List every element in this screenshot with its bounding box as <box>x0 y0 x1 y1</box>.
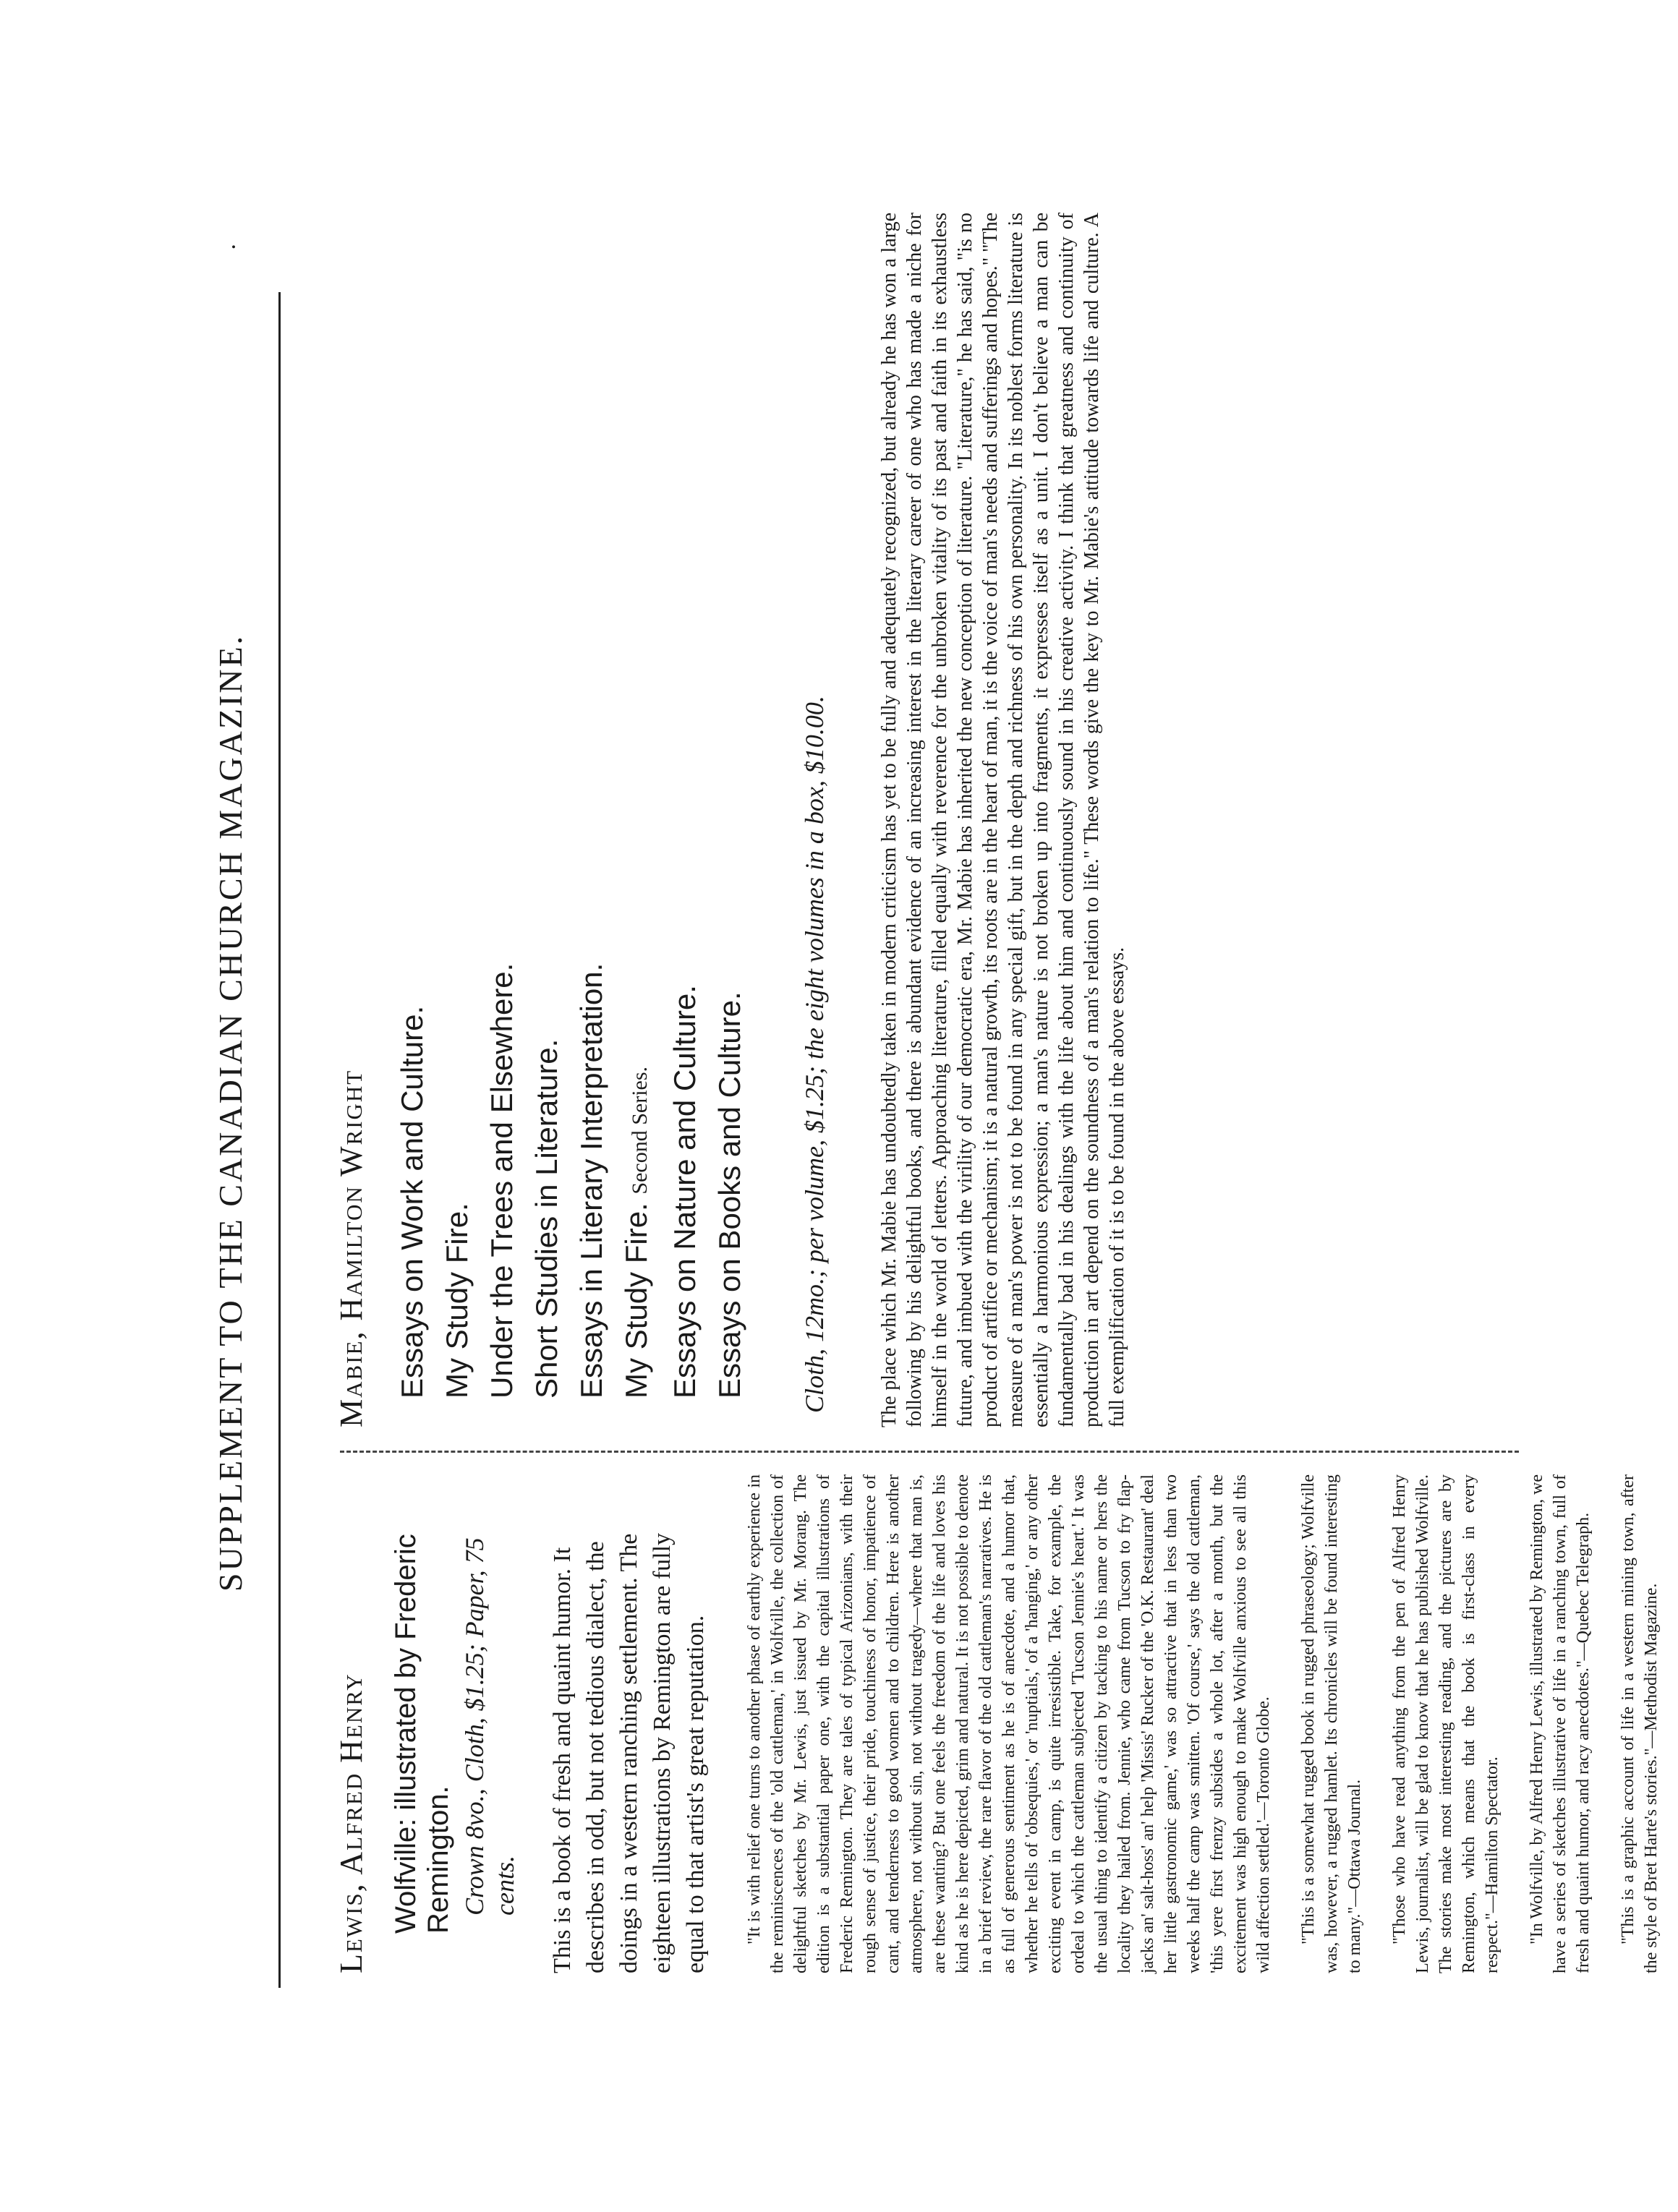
mabie-author: Mabie, Hamilton Wright <box>333 1069 369 1427</box>
series-item: My Study Fire. <box>440 1203 474 1398</box>
mabie-column <box>318 213 1130 1427</box>
series-item: Essays on Nature and Culture. <box>668 985 702 1398</box>
series-subtitle: Second Series. <box>628 1066 652 1195</box>
lewis-price: Crown 8vo., Cloth, $1.25; Paper, 75 cents. <box>460 1537 519 1916</box>
lewis-quote: "In Wolfville, by Alfred Henry Lewis, illustrated by Remington, we have a series of sketches illustrative of life in a ranching town, full of fresh and quaint humor, and racy anecdotes."—Quebec Telegraph. <box>1528 1474 1593 1973</box>
lewis-quote: "This is a graphic account of life in a western mining town, after the style of Bret Harte's stories."—Methodist Magazine. <box>1619 1474 1661 1973</box>
lewis-column-final <box>318 1474 1678 1973</box>
mabie-series-list <box>390 213 752 1398</box>
column-divider <box>340 1451 1519 1453</box>
series-item: Under the Trees and Elsewhere. <box>485 962 519 1398</box>
lewis-author: Lewis, Alfred Henry <box>333 1673 369 1973</box>
top-rule <box>278 292 281 1988</box>
page-header: SUPPLEMENT TO THE CANADIAN CHURCH MAGAZINE. <box>212 633 249 1592</box>
lewis-work-title: Wolfville: illustrated by Frederic Remington. <box>390 1534 454 1934</box>
series-item: Essays in Literary Interpretation. <box>574 962 608 1398</box>
series-item: My Study Fire. Second Series. <box>619 1066 653 1398</box>
margin-mark: · <box>221 242 247 251</box>
series-item: Essays on Books and Culture. <box>712 991 746 1398</box>
lewis-quote: "Those who have read anything from the pen of Alfred Henry Lewis, journalist, will be glad to know that he has published Wolfville. The stories make most interesting reading, and the pictures are by Remington, which means that the book is first-class in every respect."—Hamilton Spectator. <box>1390 1474 1502 1973</box>
lewis-quote: "It is with relief one turns to another phase of earthly experience in the reminiscences of the 'old cattleman,' in Wolfville, the collection of delightful sketches by Mr. Lewis, just issued by Mr. Morang. The edition is a substantial paper one, with the capital illustrations of Frederic Remington. They are tales of typical Arizonians, with their rough sense of justice, their pride, touchiness of honor, impatience of cant, and tenderness to good women and to children. Here is another atmosphere, not without sin, not without tragedy—where that man is, are these wanting? But one feels the freedom of the life and loves his kind as he is here depicted, grim and natural. It is not possible to denote in a brief review, the rare flavor of the old cattleman's narratives. He is as full of generous sentiment as he is of anecdote, and a humor that, whether he tells of 'obsequies,' or 'nuptials,' of a 'hanging,' or any other exciting event in camp, is quite irresistible. Take, for example, the ordeal to which the cattleman subjected 'Tucson Jennie's heart.' It was the usual thing to identify a citizen by tacking to his name or hers the locality they hailed from. Jennie, who came from Tucson to fry flap-jacks an' salt-hoss' an' help 'Missis' Rucker of the 'O.K. Restaurant' deal her little gastronomic game,' was so attractive that in less than two weeks half the camp was smitten. 'Of course,' says the old cattleman, 'this yere first frenzy subsides a whole lot, after a month, but the excitement was high enough to make Wolfville anxious to see all this wild affection settled.'—Toronto Globe. <box>745 1474 1273 1973</box>
lewis-quote: "This is a somewhat rugged book in rugged phraseology; Wolfville was, however, a rugged hamlet. Its chronicles will be found interesting to many."—Ottawa Journal. <box>1299 1474 1364 1973</box>
lewis-description: This is a book of fresh and quaint humor. It describes in odd, but not tedious dialect, the doings in a western ranching settlement. The eighteen illustrations by Remington are fully equal to that artist's great reputation. <box>549 1532 709 1973</box>
mabie-body: The place which Mr. Mabie has undoubtedly taken in modern criticism has yet to be fully and adequately recognized, but already he has won a large following by his delightful books, and there is abundant evidence of an increasing interest in the literary career of one who has made a niche for himself in the world of letters. Approaching literature, filled equally with reverence for the unbroken vitality of its past and faith in its exhaustless future, and imbued with the virility of our democratic era, Mr. Mabie has inherited the new conception of literature. "Literature," he has said, "is no product of artifice or mechanism; it is a natural growth, its roots are in the heart of man, it is the voice of man's needs and sufferings and hopes." "The measure of a man's power is not to be found in any special gift, but in the depth and richness of his own personality. In its noblest forms literature is essentially a harmonious expression; a man's nature is not broken up into fragments, it expresses itself as a unit. I don't believe a man can be fundamentally bad in his dealings with the life about him and continuously sound in his creative activity. I think that greatness and continuity of production in art depend on the soundness of a man's relation to life." These words give the key to Mr. Mabie's attitude towards life and culture. A full exemplification of it is to be found in the above essays. <box>878 213 1128 1427</box>
series-item: Essays on Work and Culture. <box>395 1005 429 1398</box>
left-entry <box>307 744 315 1973</box>
mabie-price: Cloth, 12mo.; per volume, $1.25; the eight volumes in a box, $10.00. <box>800 696 829 1413</box>
series-item: Short Studies in Literature. <box>529 1038 563 1398</box>
